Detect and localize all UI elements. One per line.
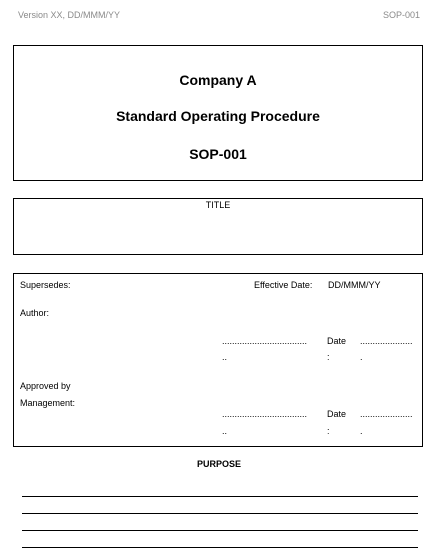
- author-signature-cont: ..: [222, 352, 228, 362]
- management-signature-line[interactable]: ..................................: [222, 409, 308, 419]
- supersedes-label: Supersedes:: [20, 280, 71, 290]
- management-date-colon: :: [327, 426, 330, 436]
- author-label: Author:: [20, 308, 50, 318]
- approved-by-label: Approved by: [20, 381, 71, 391]
- author-date-colon: :: [327, 352, 330, 362]
- management-date-period: .: [360, 426, 363, 436]
- version-header: Version XX, DD/MMM/YY: [18, 10, 121, 20]
- doc-id-header: SOP-001: [382, 10, 420, 20]
- info-block: [13, 273, 423, 447]
- effective-date-label: Effective Date:: [254, 280, 313, 290]
- purpose-line-2[interactable]: [22, 513, 418, 514]
- author-date-period: .: [360, 352, 363, 362]
- author-date-label: Date: [327, 336, 347, 346]
- purpose-line-4[interactable]: [22, 547, 418, 548]
- purpose-heading: PURPOSE: [196, 459, 241, 469]
- purpose-line-3[interactable]: [22, 530, 418, 531]
- title-block[interactable]: [13, 198, 423, 255]
- title-label: TITLE: [205, 200, 231, 210]
- company-name: Company A: [179, 72, 257, 88]
- management-date-line[interactable]: .....................: [360, 409, 413, 419]
- effective-date-value[interactable]: DD/MMM/YY: [328, 280, 381, 290]
- author-date-line[interactable]: .....................: [360, 336, 413, 346]
- sop-number: SOP-001: [189, 146, 247, 162]
- management-signature-cont: ..: [222, 426, 228, 436]
- document-type: Standard Operating Procedure: [116, 108, 320, 124]
- management-date-label: Date: [327, 409, 347, 419]
- author-signature-line[interactable]: ..................................: [222, 336, 308, 346]
- purpose-line-1[interactable]: [22, 496, 418, 497]
- management-label: Management:: [20, 398, 76, 408]
- company-block: [13, 45, 423, 181]
